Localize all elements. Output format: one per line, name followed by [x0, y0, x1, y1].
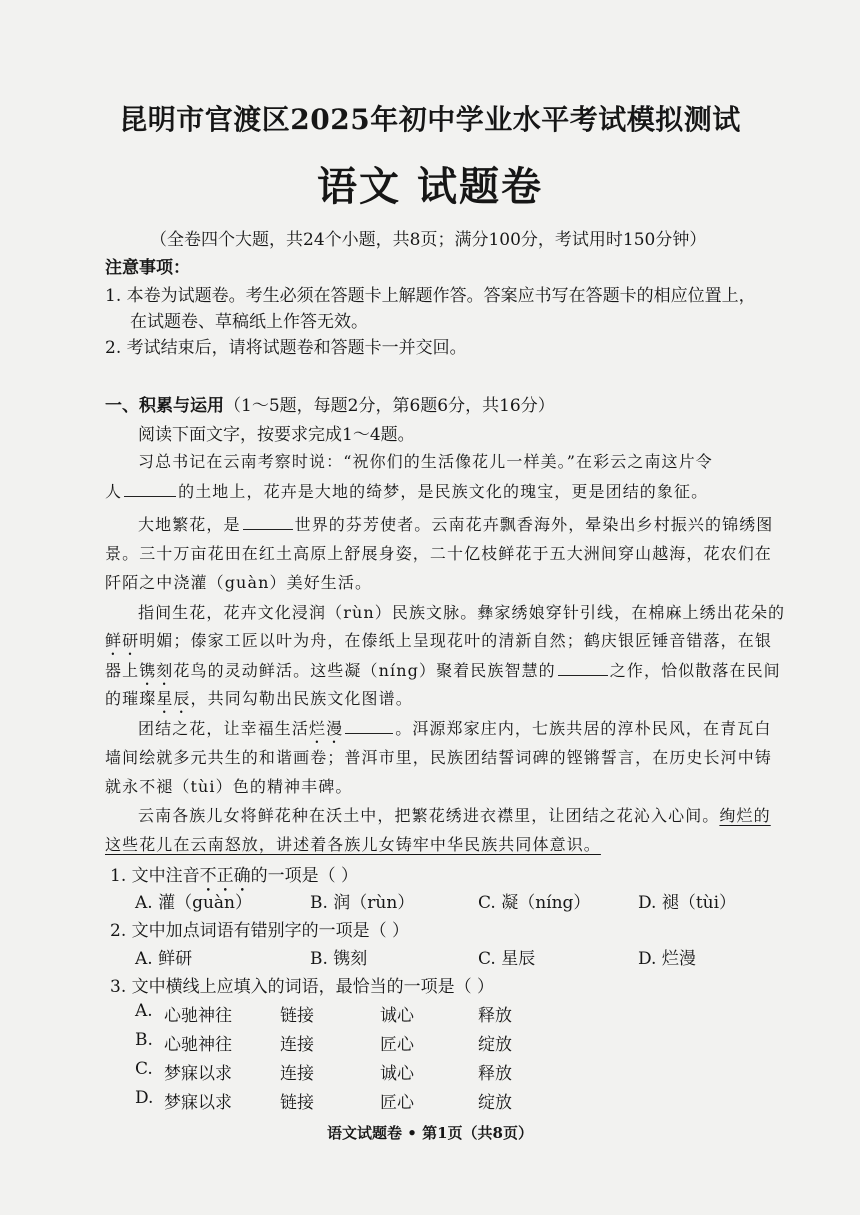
option-a: A. 灌（guàn）	[135, 893, 252, 913]
question-3-stem: 3. 文中横线上应填入的词语，最恰当的一项是（ ）	[110, 977, 495, 997]
passage-text: 器上	[105, 661, 140, 680]
passage-line: 墙间绘就多元共生的和谐画卷；普洱市里，民族团结誓词碑的铿锵誓言，在历史长河中铸	[105, 748, 772, 767]
passage-line: 景。三十万亩花田在红土高原上舒展身姿，二十亿枝鲜花于五大洲间穿山越海，花农们在	[105, 544, 772, 563]
dotted-word: 不正确	[199, 866, 251, 886]
section-heading	[105, 391, 555, 416]
option-c: C. 星辰	[478, 949, 536, 969]
notice-item-2: 2. 考试结束后，请将试题卷和答题卡一并交回。	[105, 338, 467, 358]
passage-line	[138, 512, 773, 535]
answer-blank-2	[243, 515, 293, 530]
option-c-word-2: 连接	[280, 1064, 314, 1084]
option-c-word-1: 梦寐以求	[164, 1064, 232, 1084]
option-c-word-4: 释放	[478, 1064, 512, 1084]
option-d-word-1: 梦寐以求	[164, 1093, 232, 1113]
dotted-word: 镌刻	[139, 661, 174, 680]
passage-text: 。洱源郑家庄内，七族共居的淳朴民风，在青瓦白	[395, 719, 772, 738]
passage-text: 世界的芬芳使者。云南花卉飘香海外，晕染出乡村振兴的锦绣图	[294, 515, 774, 534]
passage-text: 人	[105, 482, 123, 501]
option-a-word-3: 诚心	[380, 1006, 414, 1026]
passage-line	[138, 803, 771, 826]
option-d-word-4: 绽放	[478, 1093, 512, 1113]
passage-line	[105, 686, 413, 717]
notice-heading: 注意事项：	[105, 258, 190, 278]
passage-line	[105, 628, 772, 659]
option-b: B. 镌刻	[310, 949, 368, 969]
dotted-word: 鲜	[105, 631, 123, 650]
passage-text: ，共同勾勒出民族文化图谱。	[190, 689, 413, 708]
passage-line	[138, 716, 771, 747]
exam-title: 昆明市官渡区2025年初中学业水平考试模拟测试	[119, 103, 741, 136]
notice-item-1: 1. 本卷为试题卷。考生必须在答题卡上解题作答。答案应书写在答题卡的相应位置上，	[105, 286, 756, 306]
passage-text: 花鸟的灵动鲜活。这些凝（níng）聚着民族智慧的	[173, 661, 556, 680]
option-a: A. 鲜研	[135, 949, 193, 969]
option-c-letter: C.	[135, 1059, 153, 1079]
passage-text: 的璀璨	[105, 689, 157, 708]
answer-blank-1	[124, 482, 176, 497]
answer-blank-3	[558, 661, 608, 676]
option-d-letter: D.	[135, 1088, 154, 1108]
option-d-word-3: 匠心	[380, 1093, 414, 1113]
exam-meta: （全卷四个大题，共24个小题，共8页；满分100分，考试用时150分钟）	[150, 230, 707, 250]
paper-subtitle: 语文 试题卷	[317, 163, 543, 210]
question-text: 的一项是（ ）	[250, 866, 359, 886]
option-d-word-2: 链接	[280, 1093, 314, 1113]
passage-line	[105, 658, 781, 689]
option-b-word-2: 连接	[280, 1035, 314, 1055]
dotted-word: 烂漫	[309, 719, 344, 738]
option-a-letter: A.	[135, 1001, 153, 1021]
passage-text: 的土地上，花卉是大地的绮梦，是民族文化的瑰宝，更是团结的象征。	[178, 482, 709, 501]
notice-item-1-cont: 在试题卷、草稿纸上作答无效。	[130, 312, 368, 332]
option-a-word-4: 释放	[478, 1006, 512, 1026]
question-2-stem: 2. 文中加点词语有错别字的一项是（ ）	[110, 921, 410, 941]
option-b-word-3: 匠心	[380, 1035, 414, 1055]
dotted-word: 研	[122, 631, 140, 650]
question-text: 1. 文中注音	[110, 866, 200, 886]
passage-line: 阡陌之中浇灌（guàn）美好生活。	[105, 573, 373, 592]
passage-line: 指间生花，花卉文化浸润（rùn）民族文脉。彝家绣娘穿针引线，在棉麻上绣出花朵的	[138, 603, 786, 622]
option-d: D. 烂漫	[638, 949, 696, 969]
passage-text: 大地繁花，是	[138, 515, 241, 534]
option-c: C. 凝（níng）	[478, 893, 591, 913]
option-c-word-3: 诚心	[380, 1064, 414, 1084]
section-label: 一、积累与运用	[105, 396, 224, 416]
dotted-word: 星辰	[156, 689, 191, 708]
passage-text: 团结之花，让幸福生活	[138, 719, 310, 738]
option-a-word-2: 链接	[280, 1006, 314, 1026]
section-scoring: （1～5题，每题2分，第6题6分，共16分）	[224, 396, 555, 416]
underlined-sentence: 绚烂的	[719, 806, 771, 825]
option-b-letter: B.	[135, 1030, 153, 1050]
underlined-sentence: 这些花儿在云南怒放，讲述着各族儿女铸牢中华民族共同体意识。	[105, 835, 601, 854]
option-b-word-1: 心驰神往	[164, 1035, 232, 1055]
section-instruction: 阅读下面文字，按要求完成1～4题。	[138, 425, 415, 445]
answer-blank-4	[345, 719, 393, 734]
passage-line: 就永不褪（tùi）色的精神丰碑。	[105, 777, 353, 796]
passage-line	[105, 479, 708, 502]
option-d: D. 褪（tùi）	[638, 893, 737, 913]
passage-text: 明媚；傣家工匠以叶为舟，在傣纸上呈现花叶的清新自然；鹤庆银匠锤音错落，在银	[139, 631, 772, 650]
passage-text: 之作，恰似散落在民间	[609, 661, 781, 680]
passage-line: 习总书记在云南考察时说：“祝你们的生活像花儿一样美。”在彩云之南这片令	[138, 452, 713, 471]
passage-text: 云南各族儿女将鲜花种在沃土中，把繁花绣进衣襟里，让团结之花沁入心间。	[138, 806, 720, 825]
option-b-word-4: 绽放	[478, 1035, 512, 1055]
option-a-word-1: 心驰神往	[164, 1006, 232, 1026]
option-b: B. 润（rùn）	[310, 893, 415, 913]
page-footer: 语文试题卷 • 第1页（共8页）	[327, 1124, 533, 1142]
